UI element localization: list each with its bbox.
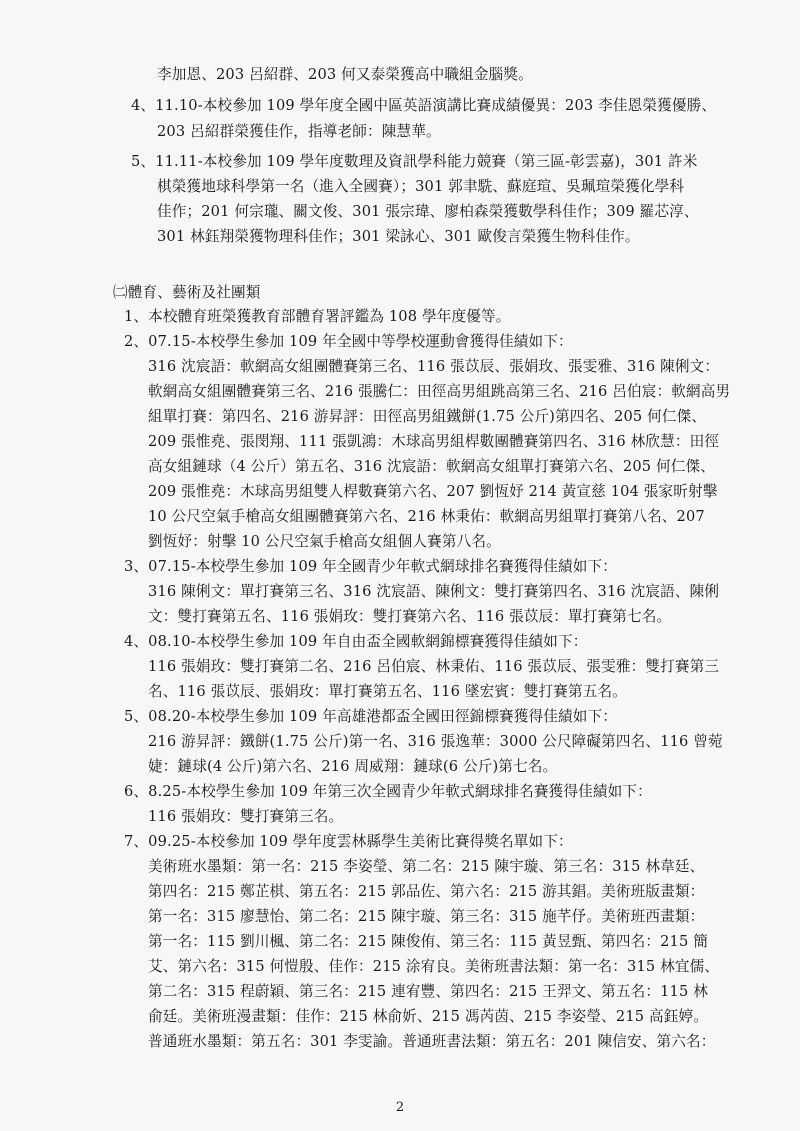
text-line: 第四名：215 鄭芷棋、第五名：215 郭品佐、第六名：215 游其錩。美術班版畫類： <box>148 883 705 900</box>
text-line: 209 張惟堯、張閔翔、111 張凱鴻：木球高男組桿數團體賽第四名、316 林欣慧：田徑 <box>148 433 720 450</box>
text-line: 艾、第六名：315 何愷殷、佳作：215 涂宥良。美術班書法類：第一名：315 林宜儒、 <box>148 958 720 975</box>
text-line: 第一名：315 廖慧怡、第二名：215 陳宇璇、第三名：315 施芊伃。美術班西畫類： <box>148 908 705 925</box>
list-item-heading: 5、11.11-本校參加 109 學年度數理及資訊學科能力競賽（第三區-彰雲嘉)，301 許米 <box>131 153 698 170</box>
text-line: 俞廷。美術班漫畫類：佳作：215 林俞妡、215 馮芮茵、215 李姿瑩、215 高鈺婷。 <box>148 1008 708 1025</box>
text-line: 203 呂紹群榮獲佳作，指導老師：陳慧華。 <box>157 123 441 140</box>
text-line: 佳作；201 何宗瓏、關文俊、301 張宗瑋、廖柏森榮獲數學科佳作；309 羅芯淳、 <box>157 203 699 220</box>
text-line: 116 張娟玫：雙打賽第二名、216 呂伯宸、林秉佑、116 張苡辰、張雯雅：雙打賽第三 <box>148 658 720 675</box>
list-item-heading: 6、8.25-本校學生參加 109 年第三次全國青少年軟式網球排名賽獲得佳績如下： <box>124 783 652 800</box>
list-item-heading: 2、07.15-本校學生參加 109 年全國中等學校運動會獲得佳績如下： <box>124 333 573 350</box>
text-line: 劉恆妤：射擊 10 公尺空氣手槍高女組個人賽第八名。 <box>148 533 501 550</box>
text-line: 316 沈宸語：軟網高女組團體賽第三名、116 張苡辰、張娟玫、張雯雅、316 陳俐文： <box>148 358 720 375</box>
text-line: 普通班水墨類：第五名：301 李雯諭。普通班書法類：第五名：201 陳信安、第六名： <box>148 1033 716 1050</box>
text-line: 10 公尺空氣手槍高女組團體賽第六名、216 林秉佑：軟網高男組單打賽第八名、207 <box>148 508 705 525</box>
text-line: 棋榮獲地球科學第一名（進入全國賽）；301 郭聿駪、蘇庭瑄、吳珮瑄榮獲化學科 <box>157 178 685 195</box>
list-item-heading: 4、11.10-本校參加 109 學年度全國中區英語演講比賽成績優異：203 李佳恩榮獲優勝、 <box>131 97 717 114</box>
list-item-heading: 4、08.10-本校學生參加 109 年自由盃全國軟網錦標賽獲得佳績如下： <box>124 633 588 650</box>
text-line: 209 張惟堯：木球高男組雙人桿數賽第六名、207 劉恆妤 214 黃宣慈 104 張家昕射擊 <box>148 483 718 500</box>
text-line: 116 張娟玫：雙打賽第三名。 <box>148 808 344 825</box>
text-line: 高女組鏈球（4 公斤）第五名、316 沈宸語：軟網高女組單打賽第六名、205 何仁傑、 <box>148 458 715 475</box>
list-item-heading: 3、07.15-本校學生參加 109 年全國青少年軟式網球排名賽獲得佳績如下： <box>124 558 618 575</box>
text-line: 文：雙打賽第五名、116 張娟玫：雙打賽第六名、116 張苡辰：單打賽第七名。 <box>148 608 672 625</box>
text-line: 名、116 張苡辰、張娟玫：單打賽第五名、116 墜宏賓：雙打賽第五名。 <box>148 683 628 700</box>
text-line: 組單打賽：第四名、216 游昇評：田徑高男組鐵餅(1.75 公斤)第四名、205 何仁傑、 <box>148 408 707 425</box>
text-line: 301 林鈺翔榮獲物理科佳作；301 梁詠心、301 歐俊言榮獲生物科佳作。 <box>157 228 640 245</box>
text-line: 婕：鏈球(4 公斤)第六名、216 周威翔：鏈球(6 公斤)第七名。 <box>148 758 558 775</box>
list-item-heading: 5、08.20-本校學生參加 109 年高雄港都盃全國田徑錦標賽獲得佳績如下： <box>124 708 618 725</box>
text-line: 第一名：115 劉川楓、第二名：215 陳俊侑、第三名：115 黃昱甄、第四名：215 簡 <box>148 933 708 950</box>
text-line: 第二名：315 程蔚穎、第三名：215 連宥豐、第四名：215 王羿文、第五名：115 林 <box>148 983 708 1000</box>
text-line: 軟網高女組團體賽第三名、216 張騰仁：田徑高男組跳高第三名、216 呂伯宸：軟網高男 <box>148 383 731 400</box>
text-line: 216 游昇評：鐵餅(1.75 公斤)第一名、316 張逸華：3000 公尺障礙第四名、116 曾菀 <box>148 733 723 750</box>
section-heading: ㈡體育、藝術及社團類 <box>113 284 261 301</box>
list-item-heading: 1、本校體育班榮獲教育部體育署評鑑為 108 學年度優等。 <box>124 308 511 325</box>
page-number: 2 <box>395 1100 405 1115</box>
text-line: 李加恩、203 呂紹群、203 何又泰榮獲高中職組金腦獎。 <box>157 66 533 83</box>
list-item-heading: 7、09.25-本校參加 109 學年度雲林縣學生美術比賽得獎名單如下： <box>124 833 573 850</box>
text-line: 316 陳俐文：單打賽第三名、316 沈宸語、陳俐文：雙打賽第四名、316 沈宸語、陳俐 <box>148 583 720 600</box>
text-line: 美術班水墨類：第一名：215 李姿瑩、第二名：215 陳宇璇、第三名：315 林韋廷、 <box>148 858 705 875</box>
